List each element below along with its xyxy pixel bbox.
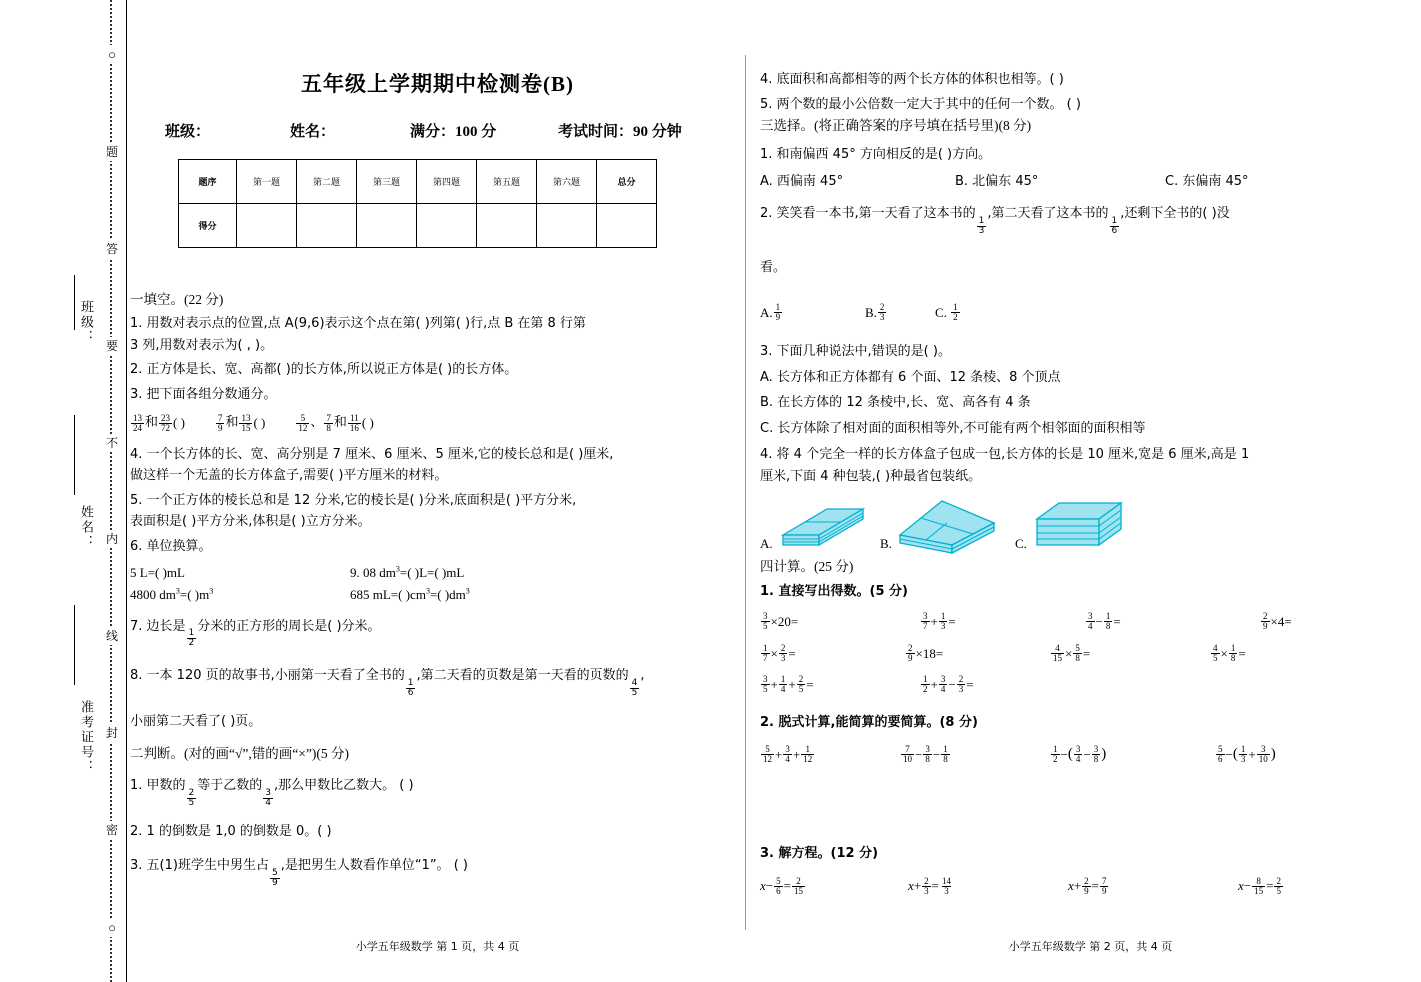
score-table-row-label: 题序	[179, 160, 237, 204]
fill-question-3: 3. 把下面各组分数通分。	[130, 386, 277, 402]
seal-char: ○	[108, 47, 116, 62]
name-field-label: 姓名：	[79, 505, 94, 550]
calc-item: $\frac{3}{4}$ − $\frac{1}{8}$ =	[1088, 611, 1121, 632]
fraction: $\frac{1}{6}$	[407, 678, 414, 699]
choice-question-3: 3. 下面几种说法中,错误的是( )。	[760, 344, 951, 360]
fill-question-2: 2. 正方体是长、宽、高都( )的长方体,所以说正方体是( )的长方体。	[130, 362, 518, 378]
fill-question-8-line1: 8. 一本 120 页的故事书,小丽第一天看了全书的 $\frac{1}{6}$ ,第二天看的页数是第一天看的页数的 $\frac{4}{5}$ ,	[130, 668, 645, 699]
score-cell[interactable]	[597, 204, 657, 248]
section-heading-fill: 一填空。(22 分)	[130, 292, 224, 307]
calc-item: $\frac{1}{2}$ + $\frac{3}{4}$ − $\frac{2}{3}$ =	[923, 674, 974, 695]
packaging-diagrams	[760, 493, 1417, 555]
calc-sub-2: 2. 脱式计算,能简算的要简算。(8 分)	[760, 714, 978, 730]
calc-item: $\frac{2}{9}$ × 18=	[908, 642, 944, 663]
fraction: $\frac{3}{4}$	[1075, 743, 1081, 764]
packaging-option-c[interactable]	[1015, 493, 1134, 555]
score-table-col-header: 第六题	[537, 160, 597, 204]
calc-item: $\frac{7}{10}$ − $\frac{3}{8}$ − $\frac{1}{8}$	[903, 743, 948, 764]
fraction: $\frac{3}{8}$	[925, 743, 930, 764]
separator: 、	[310, 415, 324, 431]
student-info-fields	[52, 0, 96, 982]
equation-item: x + $\frac{2}{3}$ = $\frac{14}{3}$	[908, 875, 951, 896]
score-cell[interactable]	[417, 204, 477, 248]
fraction: $\frac{2}{9}$	[908, 642, 913, 663]
calc-row-3	[760, 675, 1417, 695]
fraction: $\frac{4}{5}$	[631, 678, 638, 699]
fraction: $\frac{3}{5}$	[763, 611, 768, 632]
field-rule	[74, 605, 75, 685]
option-c[interactable]: C. 东偏南 45°	[1165, 173, 1249, 189]
choice-3-option-a[interactable]: A. 长方体和正方体都有 6 个面、12 条棱、8 个顶点	[760, 369, 1061, 385]
exam-id-field-label: 准考证号：	[79, 700, 94, 775]
fraction: $\frac{4}{15}$	[1053, 642, 1062, 663]
fill-question-8-line2: 小丽第二天看了( )页。	[130, 714, 262, 730]
calc-item: $\frac{4}{15}$ × $\frac{5}{8}$ =	[1053, 642, 1091, 663]
fraction: $\frac{3}{4}$	[265, 787, 272, 808]
fraction: $\frac{5}{6}$	[1218, 743, 1223, 764]
fraction: $\frac{5}{9}$	[271, 868, 278, 889]
judge-question-4: 4. 底面积和高都相等的两个长方体的体积也相等。( )	[760, 72, 1064, 87]
fraction: $\frac{11}{16}$	[349, 412, 359, 433]
fraction-pair-2	[215, 413, 265, 433]
calc-item: $\frac{4}{5}$ × $\frac{1}{8}$ =	[1213, 642, 1246, 663]
calc-item: $\frac{1}{2}$ − ( $\frac{3}{4}$ − $\frac{3}{8}$ )	[1053, 743, 1107, 764]
seal-char: ○	[108, 919, 116, 935]
fraction: $\frac{1}{2}$	[923, 674, 928, 695]
calc-item: $\frac{3}{5}$ + $\frac{1}{4}$ + $\frac{2}{5}$ =	[763, 674, 814, 695]
fraction: $\frac{1}{2}$	[953, 301, 958, 322]
calc-item: $\frac{3}{7}$ + $\frac{1}{3}$ =	[923, 611, 956, 632]
choice-question-4-line1: 4. 将 4 个完全一样的长方体盒子包成一包,长方体的长是 10 厘米,宽是 6 厘米,高是 1	[760, 447, 1250, 463]
fraction: $\frac{3}{4}$	[785, 743, 790, 764]
choice-question-1: 1. 和南偏西 45° 方向相反的是( )方向。	[760, 147, 992, 163]
fraction: $\frac{7}{8}$	[326, 412, 331, 433]
fill-question-5-line1: 5. 一个正方体的棱长总和是 12 分米,它的棱长是( )分米,底面积是( )平方分米,	[130, 492, 577, 508]
equation-item: x − $\frac{5}{6}$ = $\frac{2}{15}$	[760, 875, 803, 896]
calc-item: $\frac{2}{9}$ × 4=	[1263, 611, 1292, 632]
fill-question-4-line1: 4. 一个长方体的长、宽、高分别是 7 厘米、6 厘米、5 厘米,它的棱长总和是( )厘米,	[130, 446, 614, 462]
page-one	[130, 0, 745, 982]
fraction: $\frac{1}{3}$	[940, 611, 946, 632]
choice-question-2-options	[760, 303, 1417, 323]
fraction: $\frac{13}{24}$	[133, 412, 142, 433]
section-heading-choice: 三选择。(将正确答案的序号填在括号里)(8 分)	[760, 118, 1032, 134]
judge-question-1: 1. 甲数的 $\frac{2}{5}$ 等于乙数的 $\frac{3}{4}$ ,那么甲数比乙数大。 ( )	[130, 778, 414, 808]
fraction: $\frac{2}{5}$	[188, 787, 195, 808]
fraction: $\frac{1}{2}$	[1053, 743, 1058, 764]
fraction: $\frac{5}{12}$	[763, 743, 772, 764]
score-cell[interactable]	[357, 204, 417, 248]
unit-conversion-line-1	[130, 563, 741, 583]
fraction: $\frac{2}{9}$	[1084, 875, 1089, 896]
fill-question-3-items	[130, 413, 741, 433]
seal-char: 内	[105, 532, 118, 547]
fraction: $\frac{1}{6}$	[1111, 216, 1118, 237]
class-field-label: 班级：	[79, 300, 94, 345]
fraction: $\frac{1}{12}$	[803, 743, 813, 764]
score-cell[interactable]	[297, 204, 357, 248]
calc-sub-1: 1. 直接写出得数。(5 分)	[760, 583, 908, 599]
fraction: $\frac{13}{15}$	[241, 412, 251, 433]
option-a[interactable]: A. 西偏南 45°	[760, 173, 844, 189]
fraction: $\frac{2}{3}$	[958, 674, 964, 695]
section-heading-calc: 四计算。(25 分)	[760, 559, 854, 575]
calc-item: $\frac{3}{5}$ × 20=	[763, 611, 799, 632]
fraction: $\frac{5}{6}$	[776, 875, 781, 896]
section-heading-judge: 二判断。(对的画“√”,错的画“×”)(5 分)	[130, 745, 349, 761]
fraction: $\frac{1}{4}$	[780, 674, 786, 695]
and-word: 和	[333, 415, 347, 431]
score-cell[interactable]	[477, 204, 537, 248]
score-table-total-header: 总分	[597, 160, 657, 204]
score-table-col-header: 第四题	[417, 160, 477, 204]
fraction: $\frac{1}{8}$	[1105, 611, 1111, 632]
seal-solid-rule	[126, 0, 127, 982]
fraction: $\frac{2}{5}$	[1276, 875, 1281, 896]
page-divider	[745, 55, 746, 930]
calc-row-4	[760, 743, 1417, 766]
conversion-2: 9. 08 $dm^3=$( )L=( )mL	[350, 564, 465, 580]
seal-margin	[0, 0, 130, 982]
fraction-pair-1	[130, 413, 185, 433]
fraction: $\frac{3}{8}$	[1093, 743, 1099, 764]
page-two	[760, 0, 1421, 982]
score-cell[interactable]	[537, 204, 597, 248]
score-table-col-header: 第一题	[237, 160, 297, 204]
fraction: $\frac{3}{10}$	[1258, 743, 1268, 764]
option-b[interactable]: B. $\frac{2}{3}$	[865, 301, 885, 322]
fraction: $\frac{8}{15}$	[1254, 875, 1264, 896]
seal-char: 答	[105, 241, 118, 256]
fraction: $\frac{7}{9}$	[1101, 875, 1107, 896]
calc-row-1	[760, 612, 1417, 632]
fraction: $\frac{2}{15}$	[793, 875, 803, 896]
fraction: $\frac{1}{8}$	[943, 743, 948, 764]
fraction: $\frac{1}{2}$	[188, 628, 195, 649]
fraction: $\frac{1}{3}$	[1240, 743, 1246, 764]
left-column-body	[130, 290, 745, 888]
fraction: $\frac{1}{9}$	[775, 301, 781, 322]
box-stack-b-icon	[894, 493, 1004, 555]
conversion-4: 685 mL=( )$cm^3=$( )$dm^3$	[350, 586, 470, 603]
calc-row-2	[760, 644, 1417, 664]
answer-blank: ( )	[253, 415, 266, 431]
judge-question-2: 2. 1 的倒数是 1,0 的倒数是 0。( )	[130, 823, 332, 839]
judge-question-5: 5. 两个数的最小公倍数一定大于其中的任何一个数。 ( )	[760, 96, 1081, 112]
conversion-3: 4800 $dm^3=$( )$m^3$	[130, 586, 214, 603]
exam-time-label: 考试时间：90 分钟	[558, 124, 682, 140]
score-table-col-header: 第三题	[357, 160, 417, 204]
and-word: 和	[225, 415, 239, 431]
option-a[interactable]: A. $\frac{1}{9}$	[760, 301, 781, 322]
fill-question-4-line2: 做这样一个无盖的长方体盒子,需要( )平方厘米的材料。	[130, 468, 448, 484]
page-title: 五年级上学期期中检测卷(B)	[301, 72, 574, 96]
answer-blank: ( )	[173, 415, 185, 431]
box-stack-c-icon	[1029, 493, 1134, 555]
choice-question-4-line2: 厘米,下面 4 种包装,( )种最省包装纸。	[760, 468, 982, 484]
table-row	[179, 160, 657, 204]
fraction: $\frac{14}{3}$	[941, 875, 951, 896]
exam-info-line	[130, 120, 745, 141]
packaging-option-a[interactable]	[760, 495, 880, 555]
fraction: $\frac{2}{9}$	[1263, 611, 1268, 632]
fraction: $\frac{4}{5}$	[1213, 642, 1218, 663]
score-table	[178, 159, 657, 248]
choice-question-2: 2. 笑笑看一本书,第一天看了这本书的 $\frac{1}{3}$ ,第二天看了这本书的 $\frac{1}{6}$ ,还剩下全书的( )没	[760, 206, 1230, 237]
seal-char: 不	[105, 435, 118, 450]
packaging-option-b[interactable]	[880, 493, 1015, 555]
fill-question-5-line2: 表面积是( )平方分米,体积是( )立方分米。	[130, 514, 371, 530]
seal-char: 要	[105, 338, 118, 353]
option-a-label: A.	[760, 535, 773, 551]
fraction: $\frac{7}{10}$	[903, 743, 912, 764]
calc-row-5	[760, 876, 1417, 896]
fraction: $\frac{3}{4}$	[1088, 611, 1093, 632]
score-table-col-header: 第二题	[297, 160, 357, 204]
box-stack-a-icon	[775, 495, 870, 555]
option-c-label: C.	[1015, 535, 1027, 551]
footer-page-one: 小学五年级数学 第 1 页，共 4 页	[355, 940, 520, 953]
equation-item: x + $\frac{2}{9}$ = $\frac{7}{9}$	[1068, 875, 1107, 896]
choice-3-option-b[interactable]: B. 在长方体的 12 条棱中,长、宽、高各有 4 条	[760, 395, 1031, 411]
seal-char: 题	[105, 144, 118, 159]
fraction: $\frac{1}{8}$	[1230, 642, 1236, 663]
fraction: $\frac{5}{8}$	[1075, 642, 1080, 663]
score-table-row-label: 得分	[179, 204, 237, 248]
calc-sub-3: 3. 解方程。(12 分)	[760, 845, 879, 861]
fraction: $\frac{2}{3}$	[879, 301, 885, 322]
unit-conversion-line-2	[130, 585, 741, 605]
fill-question-1-line2: 3 列,用数对表示为( , )。	[130, 337, 274, 353]
fill-question-6: 6. 单位换算。	[130, 539, 212, 554]
table-row	[179, 204, 657, 248]
option-b-label: B.	[880, 535, 892, 551]
fraction: $\frac{5}{12}$	[298, 412, 308, 433]
conversion-1: 5 L=( )mL	[130, 564, 185, 580]
score-table-col-header: 第五题	[477, 160, 537, 204]
and-word: 和	[145, 415, 159, 431]
fraction-pair-3	[295, 413, 373, 433]
fraction: $\frac{1}{7}$	[763, 642, 768, 663]
fill-question-1-line1: 1. 用数对表示点的位置,点 A(9,6)表示这个点在第( )列第( )行,点 B 在第 8 行第	[130, 316, 586, 332]
equation-item: x − $\frac{8}{15}$ = $\frac{2}{5}$	[1238, 875, 1281, 896]
seal-char: 封	[105, 726, 118, 741]
fraction: $\frac{2}{5}$	[798, 674, 804, 695]
fraction: $\frac{23}{72}$	[161, 412, 171, 433]
full-score-label: 满分：100 分	[410, 124, 497, 140]
calc-item: $\frac{1}{7}$ × $\frac{2}{3}$ =	[763, 642, 796, 663]
option-c[interactable]: C. $\frac{1}{2}$	[935, 301, 958, 322]
calc-item: $\frac{5}{12}$ + $\frac{3}{4}$ + $\frac{1}{12}$	[763, 743, 813, 764]
seal-vertical-characters	[101, 0, 123, 982]
fraction: $\frac{3}{5}$	[763, 674, 768, 695]
judge-question-3: 3. 五(1)班学生中男生占 $\frac{5}{9}$ ,是把男生人数看作单位“1”。 ( )	[130, 858, 468, 889]
choice-question-1-options	[760, 172, 1417, 192]
field-rule	[74, 415, 75, 495]
footer-page-two: 小学五年级数学 第 2 页，共 4 页	[1008, 940, 1173, 953]
fraction: $\frac{2}{3}$	[780, 642, 786, 663]
fraction: $\frac{3}{4}$	[940, 674, 946, 695]
seal-char: 密	[105, 823, 118, 837]
right-column-body	[760, 70, 1421, 896]
fraction: $\frac{1}{3}$	[978, 216, 985, 237]
fill-question-7: 7. 边长是 $\frac{1}{2}$ 分米的正方形的周长是( )分米。	[130, 618, 381, 649]
score-cell[interactable]	[237, 204, 297, 248]
answer-blank: ( )	[361, 415, 374, 431]
fraction: $\frac{7}{9}$	[217, 412, 223, 433]
name-label: 姓名：	[290, 124, 336, 140]
fraction: $\frac{3}{7}$	[923, 611, 928, 632]
choice-3-option-c[interactable]: C. 长方体除了相对面的面积相等外,不可能有两个相邻面的面积相等	[760, 420, 1146, 436]
fraction: $\frac{2}{3}$	[924, 875, 929, 896]
seal-char: 线	[105, 629, 118, 644]
class-label: 班级：	[165, 124, 211, 140]
option-b[interactable]: B. 北偏东 45°	[955, 173, 1039, 189]
calc-item: $\frac{5}{6}$ − ( $\frac{1}{3}$ + $\frac{3}{10}$ )	[1218, 743, 1276, 764]
choice-question-2-cont: 看。	[760, 260, 787, 276]
